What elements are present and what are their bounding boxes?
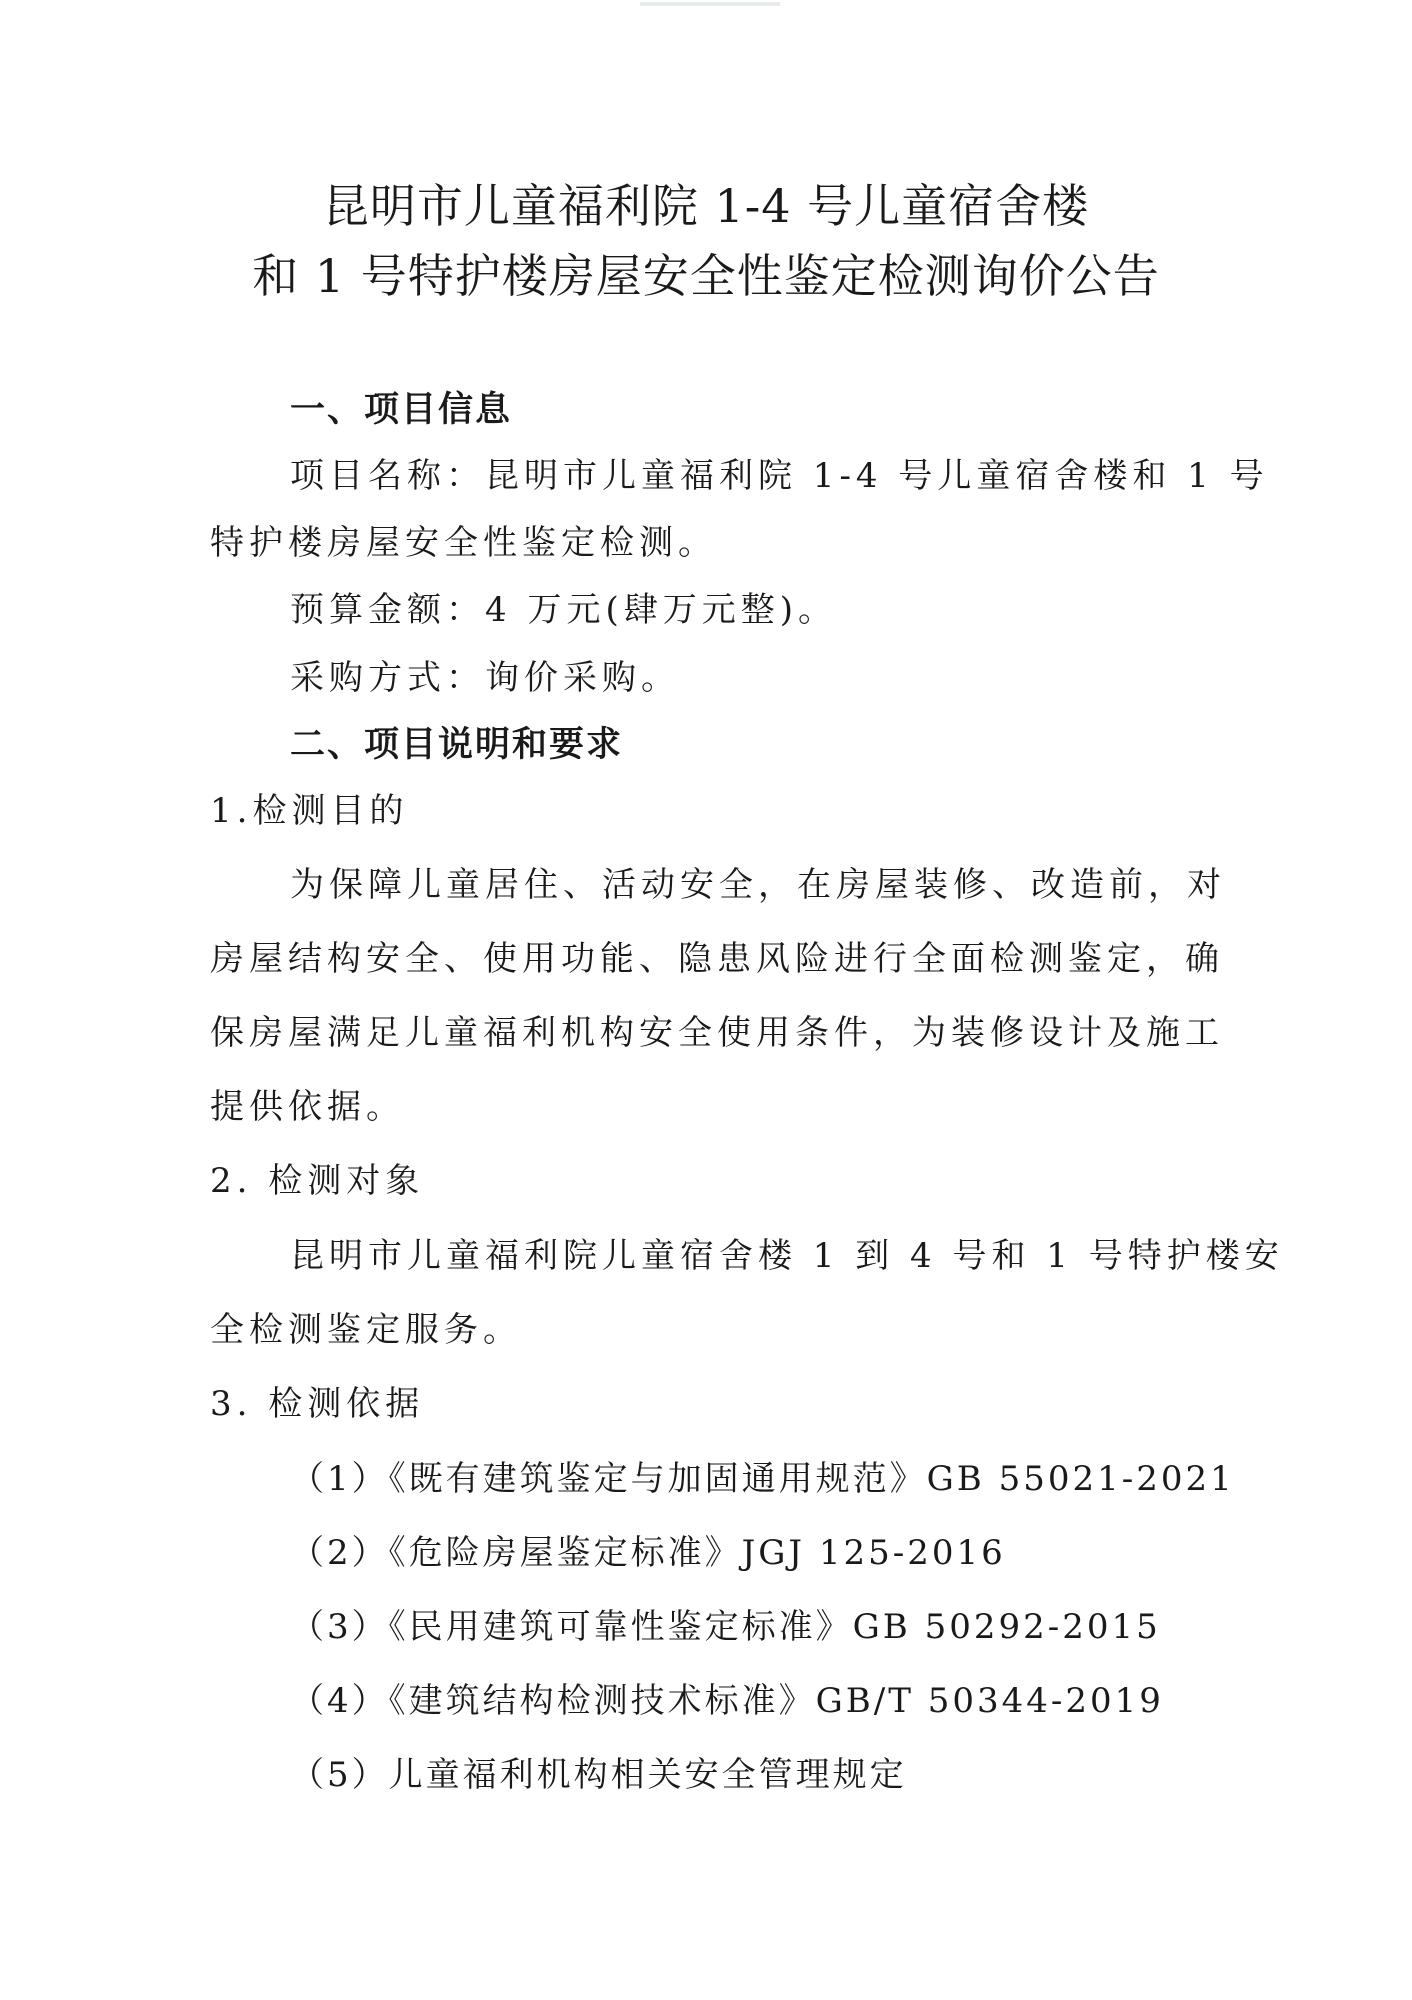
- object-line-1: 昆明市儿童福利院儿童宿舍楼 1 到 4 号和 1 号特护楼安: [290, 1236, 1284, 1276]
- title-line-1: 昆明市儿童福利院 1-4 号儿童宿舍楼: [322, 179, 1090, 233]
- purpose-line-3: 保房屋满足儿童福利机构安全使用条件，为装修设计及施工: [210, 1013, 1224, 1053]
- procurement-method-line: 采购方式：询价采购。: [290, 658, 680, 698]
- scan-mark: [640, 2, 780, 6]
- basis-item-3: （3）《民用建筑可靠性鉴定标准》GB 50292-2015: [290, 1607, 1161, 1647]
- purpose-line-2: 房屋结构安全、使用功能、隐患风险进行全面检测鉴定，确: [210, 939, 1224, 979]
- project-name-line-1: 项目名称：昆明市儿童福利院 1-4 号儿童宿舍楼和 1 号: [290, 456, 1269, 496]
- basis-item-1: （1）《既有建筑鉴定与加固通用规范》GB 55021-2021: [290, 1459, 1235, 1499]
- basis-title: 3. 检测依据: [210, 1384, 425, 1424]
- section-1-heading: 一、项目信息: [290, 390, 513, 430]
- object-title: 2. 检测对象: [210, 1161, 425, 1201]
- purpose-line-1: 为保障儿童居住、活动安全，在房屋装修、改造前，对: [290, 865, 1226, 905]
- basis-item-2: （2）《危险房屋鉴定标准》JGJ 125-2016: [290, 1533, 1006, 1573]
- purpose-line-4: 提供依据。: [210, 1087, 405, 1127]
- purpose-title: 1.检测目的: [210, 791, 409, 831]
- basis-item-4: （4）《建筑结构检测技术标准》GB/T 50344-2019: [290, 1681, 1164, 1721]
- budget-line: 预算金额：4 万元(肆万元整)。: [290, 590, 837, 630]
- title-line-2: 和 1 号特护楼房屋安全性鉴定检测询价公告: [252, 249, 1160, 303]
- project-name-line-2: 特护楼房屋安全性鉴定检测。: [210, 523, 717, 563]
- basis-item-5: （5）儿童福利机构相关安全管理规定: [290, 1755, 907, 1795]
- section-2-heading: 二、项目说明和要求: [290, 725, 624, 765]
- object-line-2: 全检测鉴定服务。: [210, 1310, 522, 1350]
